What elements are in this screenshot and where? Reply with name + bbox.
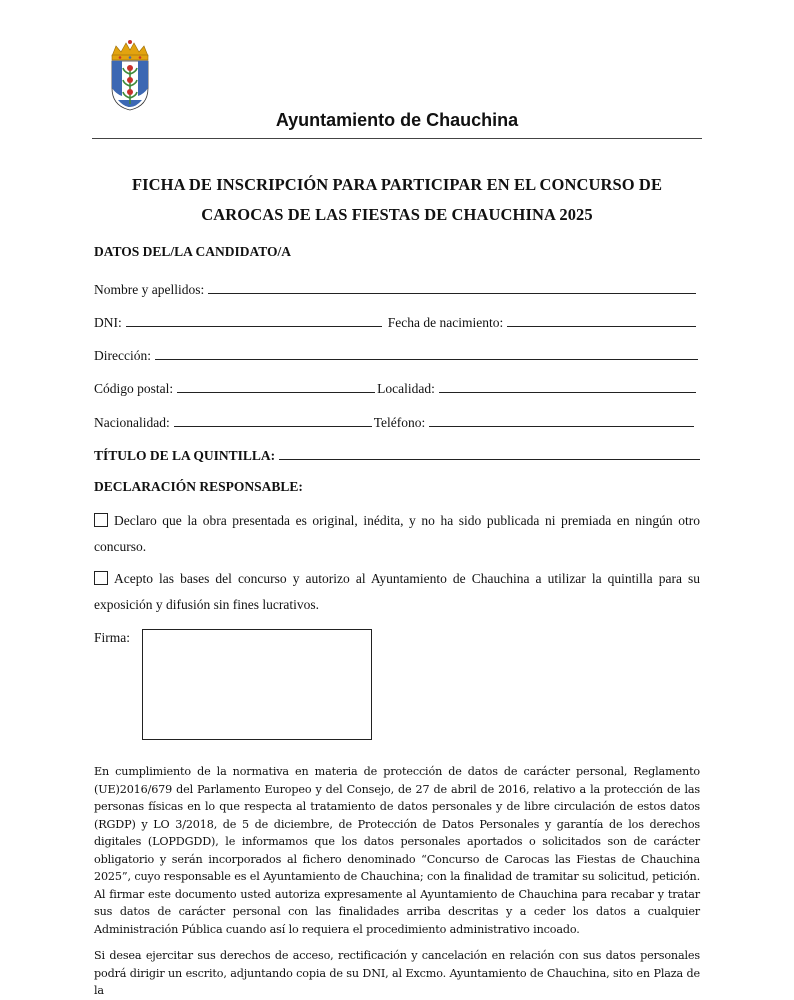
dni-birthdate-row bbox=[94, 311, 696, 331]
declaration-item-accept bbox=[94, 566, 700, 618]
postal-code-field[interactable] bbox=[177, 392, 375, 393]
form-title bbox=[80, 170, 714, 230]
signature-box[interactable] bbox=[142, 629, 372, 740]
name-label: Nombre y apellidos: bbox=[94, 282, 205, 297]
accept-terms-checkbox[interactable] bbox=[94, 571, 108, 585]
data-protection-paragraph: En cumplimiento de la normativa en materia de protección de datos de carácter personal, Reglamento (UE)2016/679 del Parlamento Europeo y del Consejo, de 27 de abril de 2016, relativo a la protección de las personas físicas en lo que respecta al tratamiento de datos personales y de libre circulación de estos datos (RGDP) y LO 3/2018, de 5 de diciembre, de Protección de Datos Personales y garantía de los derechos digitales (LOPDGDD), le informamos que los datos personales aportados o solicitados son de carácter obligatorio y serán incorporados al fichero denominado “Concurso de Carocas las Fiestas de Chauchina 2025”, cuyo responsable es el Ayuntamiento de Chauchina; con la finalidad de tramitar su solicitud, petición. Al firmar este documento usted autoriza expresamente al Ayuntamiento de Chauchina para recabar y tratar sus datos de carácter personal con las finalidades arriba descritas y a ceder los datos a cualquier Administración Pública cuando así lo requiera el procedimiento administrativo incoado. bbox=[94, 765, 700, 936]
organization-name: Ayuntamiento de Chauchina bbox=[275, 110, 519, 130]
form-title-line-2: CAROCAS DE LAS FIESTAS DE CHAUCHINA 2025 bbox=[201, 205, 593, 224]
phone-field[interactable] bbox=[429, 426, 694, 427]
dni-field[interactable] bbox=[126, 326, 382, 327]
nationality-field[interactable] bbox=[174, 426, 372, 427]
accept-terms-text: Acepto las bases del concurso y autorizo al Ayuntamiento de Chauchina a utilizar la quintilla para su exposición y difusión sin fines lucrativos. bbox=[94, 571, 700, 612]
locality-field[interactable] bbox=[439, 392, 696, 393]
dni-label: DNI: bbox=[94, 315, 122, 330]
original-work-text: Declaro que la obra presentada es original, inédita, y no ha sido publicada ni premiada en ningún otro concurso. bbox=[94, 513, 700, 554]
nationality-phone-row bbox=[94, 411, 694, 431]
rights-paragraph: Si desea ejercitar sus derechos de acceso, rectificación y cancelación en relación con sus datos personales podrá dirigir un escrito, adjuntando copia de su DNI, al Excmo. Ayuntamiento de Chauchina, sito en Plaza de la bbox=[94, 949, 700, 997]
postal-code-label: Código postal: bbox=[94, 381, 174, 396]
declaration-heading: DECLARACIÓN RESPONSABLE: bbox=[94, 479, 303, 494]
original-work-checkbox[interactable] bbox=[94, 513, 108, 527]
quintilla-title-row bbox=[94, 444, 700, 464]
quintilla-title-label: TÍTULO DE LA QUINTILLA: bbox=[94, 448, 276, 463]
locality-label: Localidad: bbox=[377, 381, 435, 396]
birthdate-label: Fecha de nacimiento: bbox=[387, 315, 504, 330]
candidate-section-heading: DATOS DEL/LA CANDIDATO/A bbox=[94, 244, 292, 259]
address-field[interactable] bbox=[155, 359, 698, 360]
municipal-crest-icon bbox=[108, 38, 152, 112]
name-row bbox=[94, 278, 696, 298]
address-label: Dirección: bbox=[94, 348, 151, 363]
form-title-line-1: FICHA DE INSCRIPCIÓN PARA PARTICIPAR EN EL CONCURSO DE bbox=[131, 175, 663, 194]
address-row bbox=[94, 344, 698, 364]
birthdate-field[interactable] bbox=[507, 326, 696, 327]
header-divider bbox=[92, 138, 702, 139]
declaration-item-original bbox=[94, 508, 700, 560]
name-field[interactable] bbox=[208, 293, 696, 294]
quintilla-title-field[interactable] bbox=[279, 459, 700, 460]
signature-label: Firma: bbox=[94, 630, 130, 645]
postal-locality-row bbox=[94, 377, 696, 397]
nationality-label: Nacionalidad: bbox=[94, 415, 170, 430]
phone-label: Teléfono: bbox=[373, 415, 426, 430]
